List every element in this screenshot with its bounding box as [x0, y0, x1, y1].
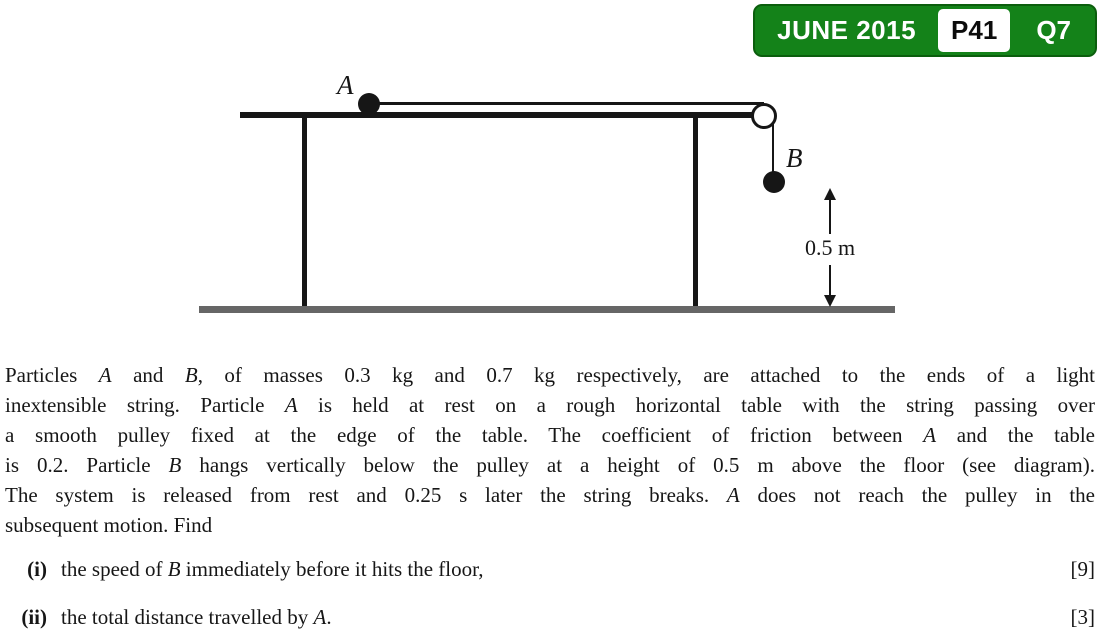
table-leg-left [302, 118, 307, 306]
part-text: the total distance travelled by A. [61, 605, 332, 629]
height-arrow-down-icon [824, 295, 836, 307]
string-horizontal [369, 102, 764, 105]
part-marks: [3] [1070, 605, 1095, 629]
question-number-badge: Q7 [1036, 15, 1071, 45]
part-label: (ii) [21, 605, 47, 629]
table-top [240, 112, 767, 118]
particle-a [358, 93, 380, 115]
paragraph-line: is 0.2. Particle B hangs vertically below the pulley at a height of 0.5 m above the floor (see diagram). [5, 453, 1095, 477]
paper-number-badge: P41 [938, 9, 1010, 52]
part-marks: [9] [1070, 557, 1095, 581]
particle-a-label: A [337, 70, 354, 100]
height-arrow-upper-shaft [829, 198, 831, 234]
floor-line [199, 306, 895, 313]
question-paragraph [5, 360, 1095, 540]
paragraph-line: inextensible string. Particle A is held at rest on a rough horizontal table with the string passing over [5, 393, 1095, 417]
paragraph-line: a smooth pulley fixed at the edge of the table. The coefficient of friction between A and the table [5, 423, 1095, 447]
height-label: 0.5 m [804, 235, 856, 260]
part-label: (i) [27, 557, 47, 581]
question-part-ii [5, 605, 1095, 635]
exam-session-label: JUNE 2015 [777, 15, 917, 45]
part-text: the speed of B immediately before it hits the floor, [61, 557, 484, 581]
table-leg-right [693, 118, 698, 306]
question-parts [5, 557, 1095, 637]
question-part-i [5, 557, 1095, 587]
particle-b [763, 171, 785, 193]
paragraph-line: Particles A and B, of masses 0.3 kg and 0.7 kg respectively, are attached to the ends of a light [5, 363, 1095, 387]
paragraph-line: The system is released from rest and 0.25 s later the string breaks. A does not reach the pulley in the [5, 483, 1095, 507]
particle-b-label: B [786, 143, 803, 173]
height-arrow-lower-shaft [829, 265, 831, 298]
paragraph-line: subsequent motion. Find [5, 513, 213, 537]
pulley-icon [751, 103, 777, 129]
